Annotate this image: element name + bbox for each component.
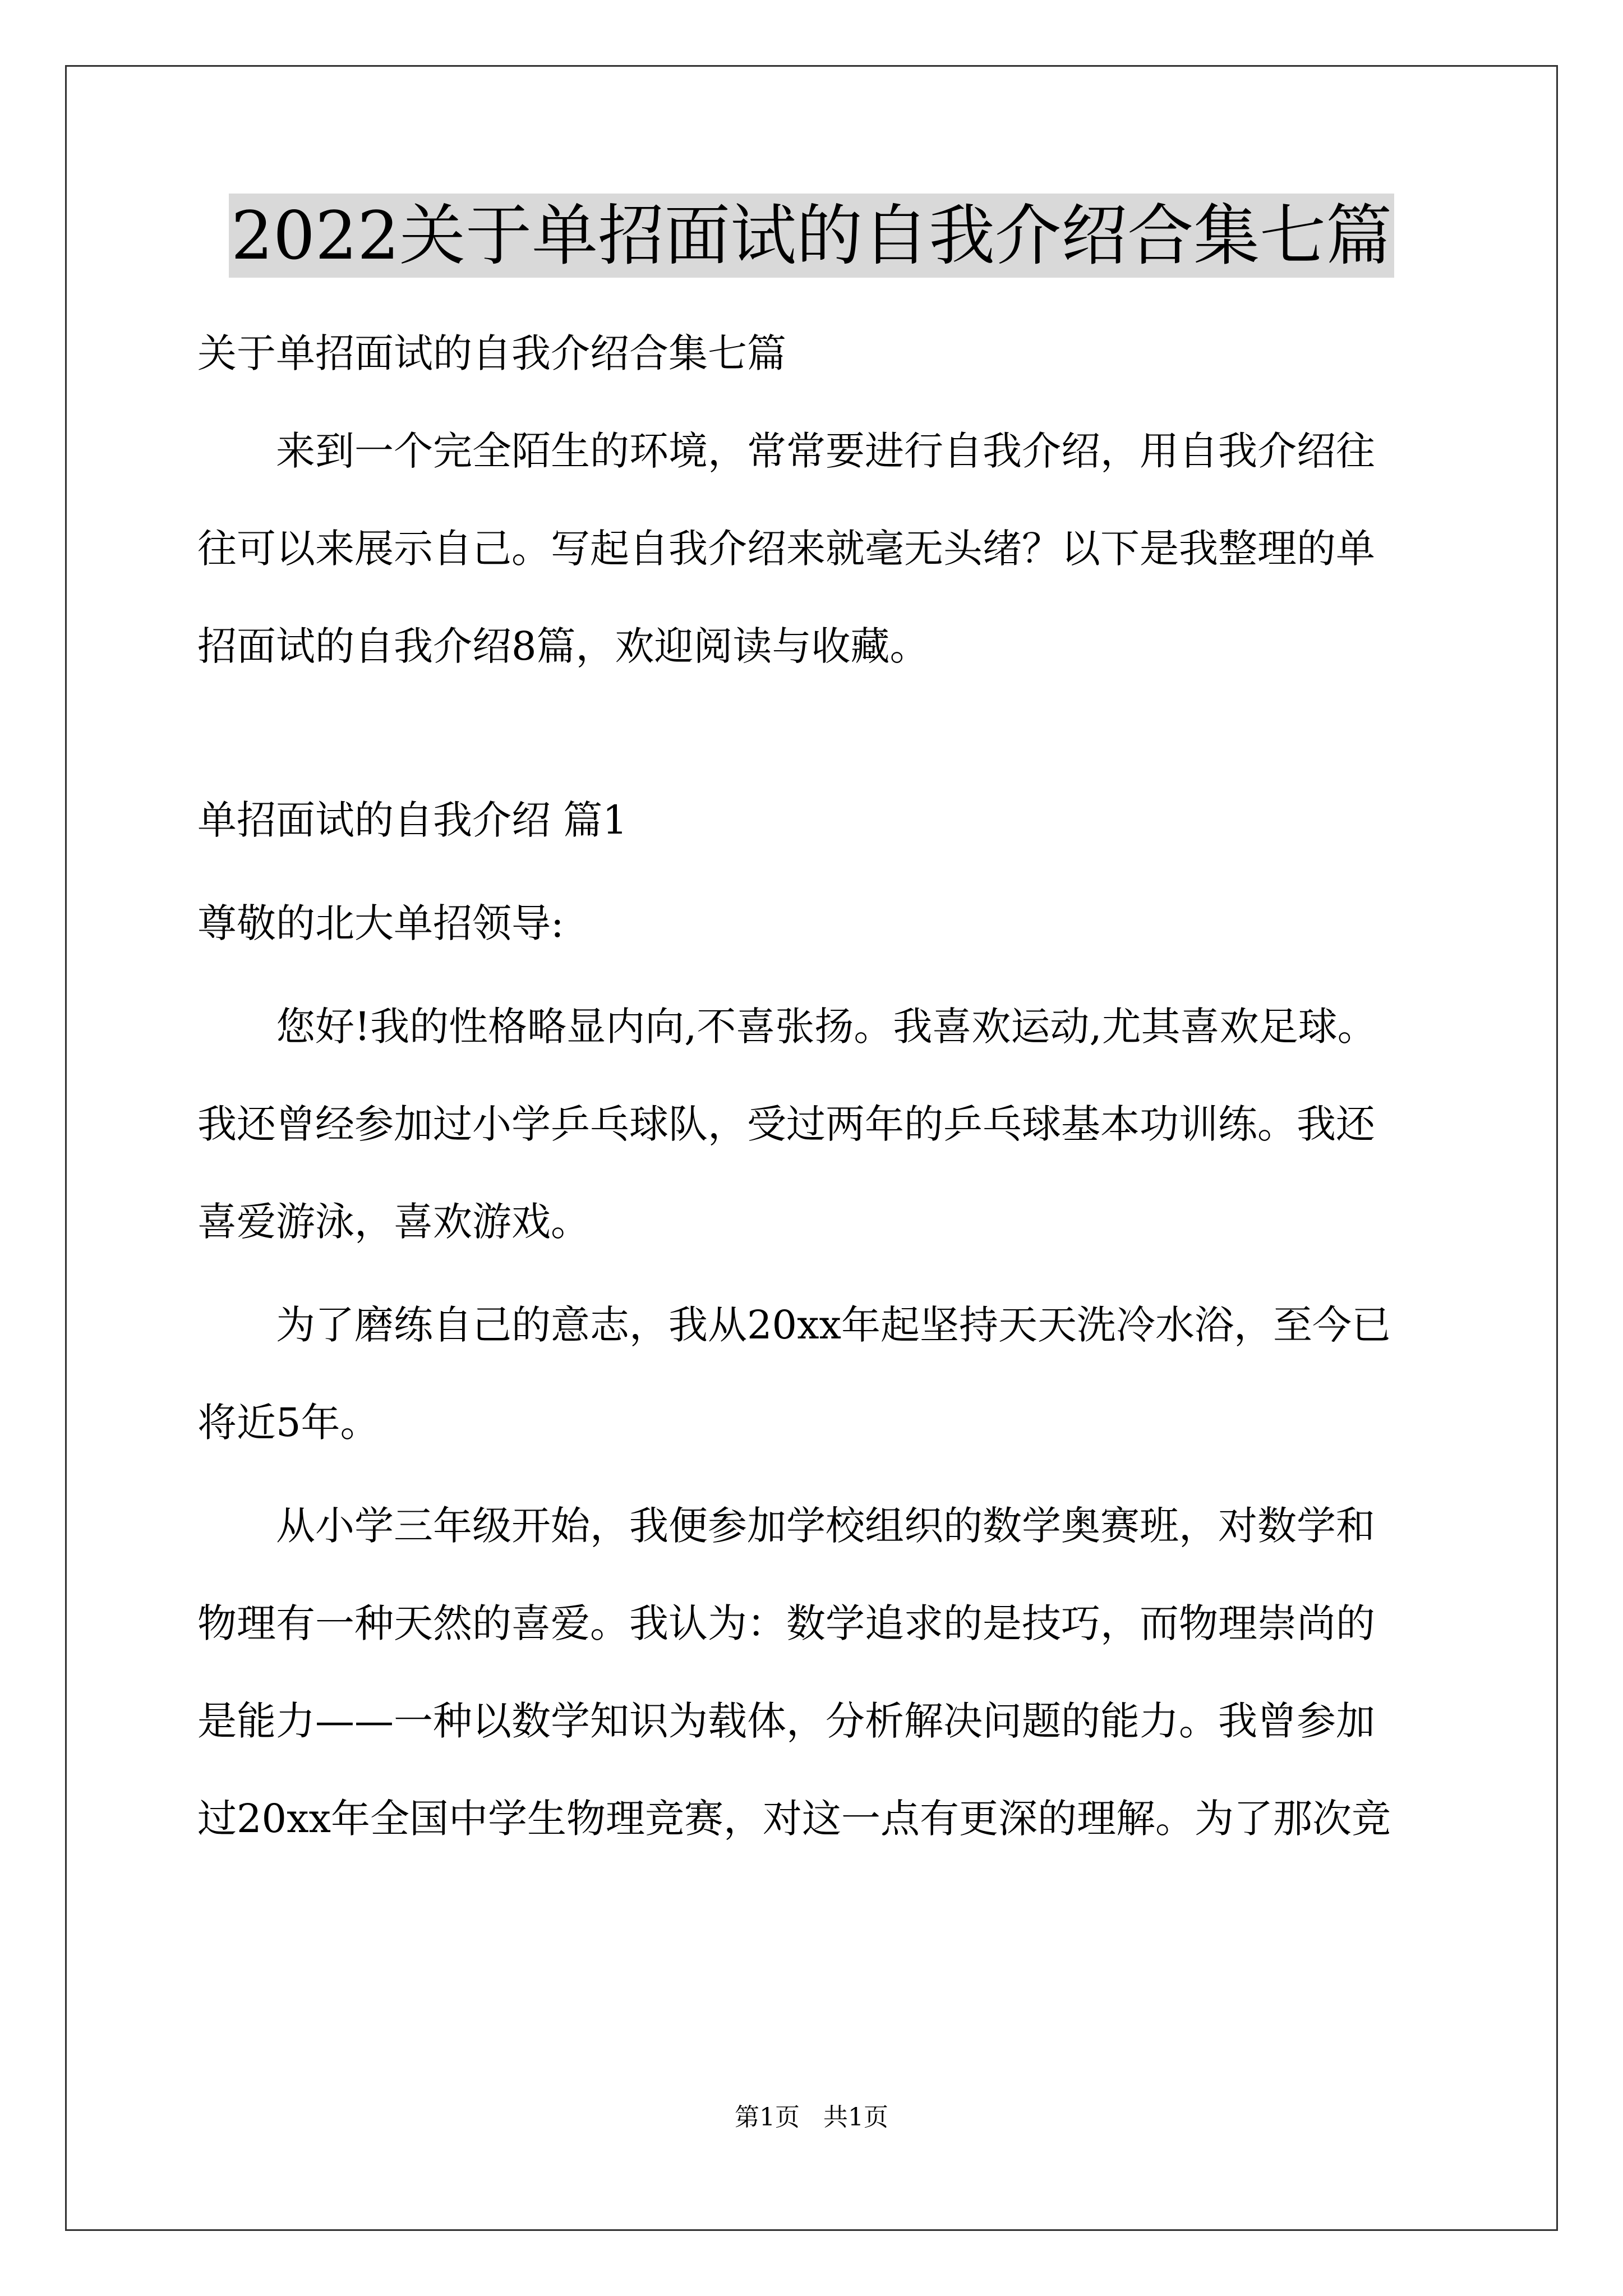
paragraph-line: 您好!我的性格略显内向,不喜张扬。我喜欢运动,尤其喜欢足球。 bbox=[276, 1004, 1377, 1050]
intro-line: 招面试的自我介绍8篇，欢迎阅读与收藏。 bbox=[197, 623, 929, 669]
salutation: 尊敬的北大单招领导: bbox=[197, 900, 564, 946]
paragraph-line: 是能力——一种以数学知识为载体，分析解决问题的能力。我曾参加 bbox=[197, 1698, 1375, 1744]
page-footer: 第1页 共1页 bbox=[735, 2103, 888, 2132]
section-heading: 单招面试的自我介绍 篇1 bbox=[197, 797, 628, 843]
paragraph-line: 物理有一种天然的喜爱。我认为：数学追求的是技巧，而物理崇尚的 bbox=[197, 1600, 1375, 1646]
intro-line: 来到一个完全陌生的环境，常常要进行自我介绍，用自我介绍往 bbox=[276, 428, 1375, 474]
document-title: 2022关于单招面试的自我介绍合集七篇 bbox=[229, 194, 1394, 278]
document-body bbox=[197, 325, 1431, 1847]
intro-line: 往可以来展示自己。写起自我介绍来就毫无头绪？以下是我整理的单 bbox=[197, 526, 1375, 572]
paragraph-line: 过20xx年全国中学生物理竞赛，对这一点有更深的理解。为了那次竞 bbox=[197, 1796, 1391, 1842]
paragraph-line: 将近5年。 bbox=[197, 1400, 380, 1446]
title-block bbox=[0, 194, 1623, 278]
paragraph-line: 喜爱游泳，喜欢游戏。 bbox=[197, 1199, 590, 1245]
paragraph-line: 我还曾经参加过小学乒乓球队，受过两年的乒乓球基本功训练。我还 bbox=[197, 1101, 1375, 1147]
paragraph-line: 从小学三年级开始，我便参加学校组织的数学奥赛班，对数学和 bbox=[276, 1503, 1375, 1549]
paragraph-line: 为了磨练自己的意志，我从20xx年起坚持天天洗冷水浴，至今已 bbox=[276, 1302, 1391, 1348]
document-subtitle: 关于单招面试的自我介绍合集七篇 bbox=[197, 330, 786, 376]
